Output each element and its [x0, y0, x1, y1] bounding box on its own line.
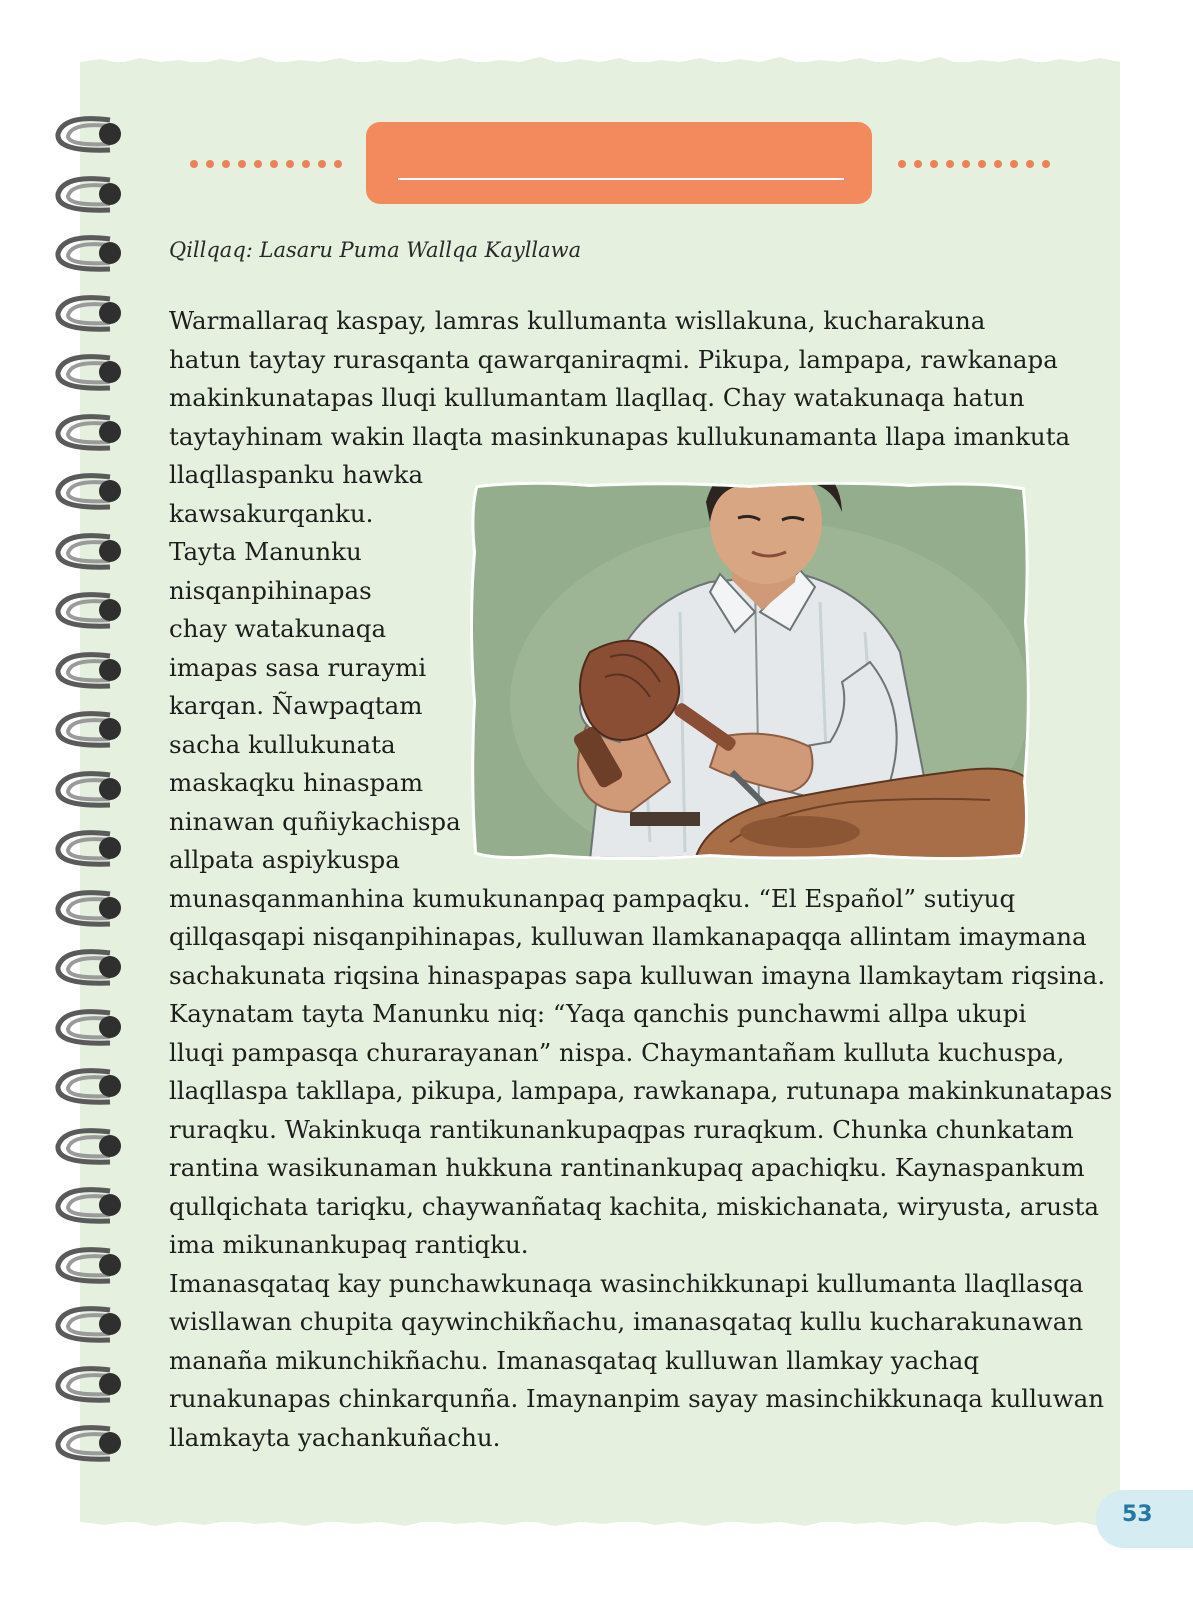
- spiral-binding: [50, 112, 130, 1492]
- body-line: llaqllaspanku hawka: [169, 460, 424, 489]
- body-line: sacha kullukunata: [169, 730, 396, 759]
- spiral-ring-icon: [50, 588, 130, 634]
- spiral-ring-icon: [50, 112, 130, 158]
- title-dots-left: [190, 160, 342, 168]
- body-line: lluqi pampasqa churarayanan” nispa. Chaymantañam kulluta kuchuspa,: [169, 1038, 1065, 1067]
- body-line: ruraqku. Wakinkuqa rantikunankupaqpas ruraqkum. Chunka chunkatam: [169, 1115, 1074, 1144]
- body-line: qullqichata tariqku, chaywanñataq kachita, miskichanata, wiryusta, arusta: [169, 1192, 1100, 1221]
- body-line: makinkunatapas lluqi kullumantam llaqllaq. Chay watakunaqa hatun: [169, 383, 1025, 412]
- spiral-ring-icon: [50, 469, 130, 515]
- spiral-ring-icon: [50, 172, 130, 218]
- body-line: hatun taytay rurasqanta qawarqaniraqmi. Pikupa, lampapa, rawkanapa: [169, 345, 1058, 374]
- spiral-ring-icon: [50, 1005, 130, 1051]
- spiral-ring-icon: [50, 886, 130, 932]
- spiral-ring-icon: [50, 291, 130, 337]
- body-line: runakunapas chinkarqunña. Imaynanpim sayay masinchikkunaqa kulluwan: [169, 1384, 1105, 1413]
- body-line: taytayhinam wakin llaqta masinkunapas kullukunamanta llapa imankuta: [169, 422, 1071, 451]
- spiral-ring-icon: [50, 826, 130, 872]
- body-line: Imanasqataq kay punchawkunaqa wasinchikkunapi kullumanta llaqllasqa: [169, 1269, 1084, 1298]
- spiral-ring-icon: [50, 767, 130, 813]
- spiral-ring-icon: [50, 648, 130, 694]
- body-line: allpata aspiykuspa: [169, 845, 400, 874]
- body-line: Kaynatam tayta Manunku niq: “Yaqa qanchis punchawmi allpa ukupi: [169, 999, 1027, 1028]
- spiral-ring-icon: [50, 231, 130, 277]
- body-line: sachakunata riqsina hinaspapas sapa kulluwan imayna llamkaytam riqsina.: [169, 961, 1106, 990]
- spiral-ring-icon: [50, 1124, 130, 1170]
- spiral-ring-icon: [50, 350, 130, 396]
- body-line: karqan. Ñawpaqtam: [169, 691, 423, 720]
- body-line: kawsakurqanku.: [169, 499, 374, 528]
- title-box: [366, 122, 872, 204]
- spiral-ring-icon: [50, 945, 130, 991]
- spiral-ring-icon: [50, 1183, 130, 1229]
- title-banner: [190, 122, 1050, 204]
- body-line: imapas sasa ruraymi: [169, 653, 427, 682]
- body-line: ninawan quñiykachispa: [169, 807, 461, 836]
- body-line: munasqanmanhina kumukunanpaq pampaqku. “El Español” sutiyuq: [169, 884, 1016, 913]
- body-line: llaqllaspa takllapa, pikupa, lampapa, rawkanapa, rutunapa makinkunatapas: [169, 1076, 1113, 1105]
- spiral-ring-icon: [50, 410, 130, 456]
- spiral-ring-icon: [50, 1302, 130, 1348]
- body-line: wisllawan chupita qaywinchikñachu, imanasqataq kullu kucharakunawan: [169, 1307, 1084, 1336]
- woodcarver-illustration: [470, 482, 1030, 860]
- spiral-ring-icon: [50, 1362, 130, 1408]
- body-line: qillqasqapi nisqanpihinapas, kulluwan llamkanapaqqa allintam imaymana: [169, 922, 1087, 951]
- spiral-ring-icon: [50, 707, 130, 753]
- body-line: chay watakunaqa: [169, 614, 387, 643]
- body-line: nisqanpihinapas: [169, 576, 372, 605]
- body-line: llamkayta yachankuñachu.: [169, 1423, 501, 1452]
- author-line: Qillqaq: Lasaru Puma Wallqa Kayllawa: [169, 238, 582, 262]
- body-line: Tayta Manunku: [169, 537, 362, 566]
- body-line: maskaqku hinaspam: [169, 768, 424, 797]
- body-line: rantina wasikunaman hukkuna rantinankupaq apachiqku. Kaynaspankum: [169, 1153, 1085, 1182]
- page-number: 53: [1122, 1502, 1153, 1527]
- spiral-ring-icon: [50, 1064, 130, 1110]
- spiral-ring-icon: [50, 1421, 130, 1467]
- body-line: Warmallaraq kaspay, lamras kullumanta wisllakuna, kucharakuna: [169, 306, 986, 335]
- torn-edge-bottom: [80, 1514, 1120, 1530]
- title-blank-line: [398, 178, 844, 180]
- spiral-ring-icon: [50, 1243, 130, 1289]
- page-number-tab: [1096, 1490, 1193, 1548]
- spiral-ring-icon: [50, 529, 130, 575]
- body-line: manaña mikunchikñachu. Imanasqataq kulluwan llamkay yachaq: [169, 1346, 980, 1375]
- torn-edge-top: [80, 54, 1120, 70]
- body-line: ima mikunankupaq rantiqku.: [169, 1230, 529, 1259]
- title-dots-right: [898, 160, 1050, 168]
